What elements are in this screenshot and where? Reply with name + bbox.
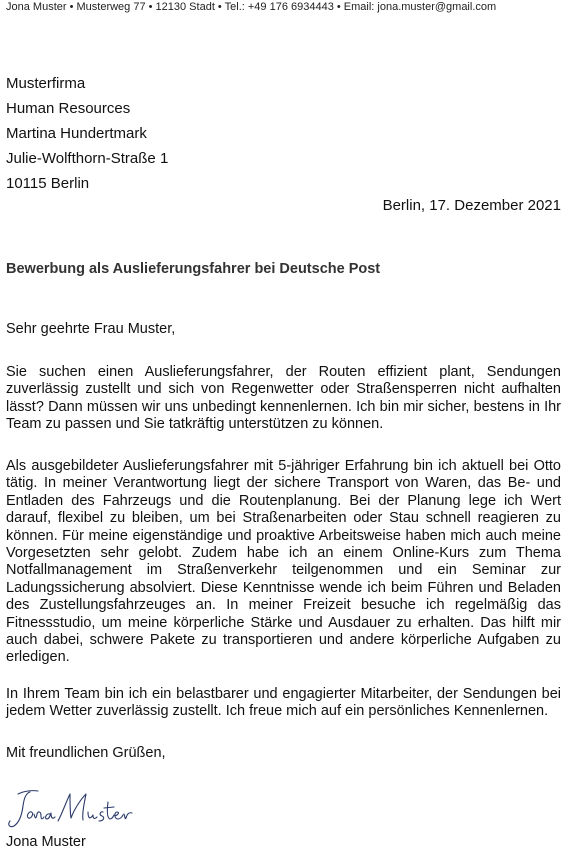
- recipient-city: 10115 Berlin: [6, 175, 90, 192]
- paragraph-experience-text: Als ausgebildeter Auslieferungsfahrer mit 5-jähriger Erfahrung bin ich aktuell bei Otto tätig. In meiner Verantwortung liegt der sichere Transport von Waren, das Be- und Entladen des Fahrzeugs und die Routenplanung. Bei der Planung lege ich Wert darauf, flexibel zu bleiben, um bei Straßenarbeiten oder Stau schnell reagieren zu können. Für meine eigenständige und proaktive Arbeitsweise haben mich auch meine Vorgesetzten sehr gelobt. Zudem habe ich an einem Online-Kurs zum Thema Notfallmanagement im Straßenverkehr teilgenommen und ein Seminar zur Ladungssicherung absolviert. Diese Kenntnisse wende ich beim Führen und Beladen des Zustellungsfahrzeuges an. In meiner Freizeit besuche ich regelmäßig das Fitnessstudio, um meine körperliche Stärke und Ausdauer zu erhalten. Das hilft mir auch dabei, schwere Pakete zu transportieren und andere körperliche Aufgaben zu erledigen.: [6, 458, 561, 666]
- sender-contact-line: Jona Muster • Musterweg 77 • 12130 Stadt • Tel.: +49 176 6934443 • Email: jona.muster@gmail.com: [6, 1, 497, 13]
- complimentary-close: Mit freundlichen Grüßen,: [6, 745, 166, 761]
- paragraph-experience: [6, 458, 561, 667]
- letter-date: Berlin, 17. Dezember 2021: [382, 197, 561, 214]
- salutation: Sehr geehrte Frau Muster,: [6, 321, 176, 337]
- paragraph-closing: [6, 686, 561, 721]
- recipient-name: Martina Hundertmark: [6, 125, 147, 142]
- recipient-address: [6, 71, 168, 196]
- paragraph-closing-text: In Ihrem Team bin ich ein belastbarer und engagierter Mitarbeiter, der Sendungen bei jedem Wetter zuverlässig zustellt. Ich freue mich auf ein persönliches Kennenlernen.: [6, 686, 561, 720]
- handwritten-signature: [4, 784, 154, 832]
- recipient-company: Musterfirma: [6, 75, 86, 92]
- recipient-street: Julie-Wolfthorn-Straße 1: [6, 150, 169, 167]
- recipient-department: Human Resources: [6, 100, 131, 117]
- paragraph-intro: [6, 364, 561, 434]
- signer-name: Jona Muster: [6, 834, 86, 850]
- paragraph-intro-text: Sie suchen einen Auslieferungsfahrer, der Routen effizient plant, Sendungen zuverlässig zustellt und sich von Regenwetter oder Straßensperren nicht aufhalten lässt? Dann müssen wir uns unbedingt kennenlernen. Ich bin mir sicher, bestens in Ihr Team zu passen und Sie tatkräftig unterstützen zu können.: [6, 364, 561, 433]
- letter-subject: Bewerbung als Auslieferungsfahrer bei Deutsche Post: [6, 261, 381, 277]
